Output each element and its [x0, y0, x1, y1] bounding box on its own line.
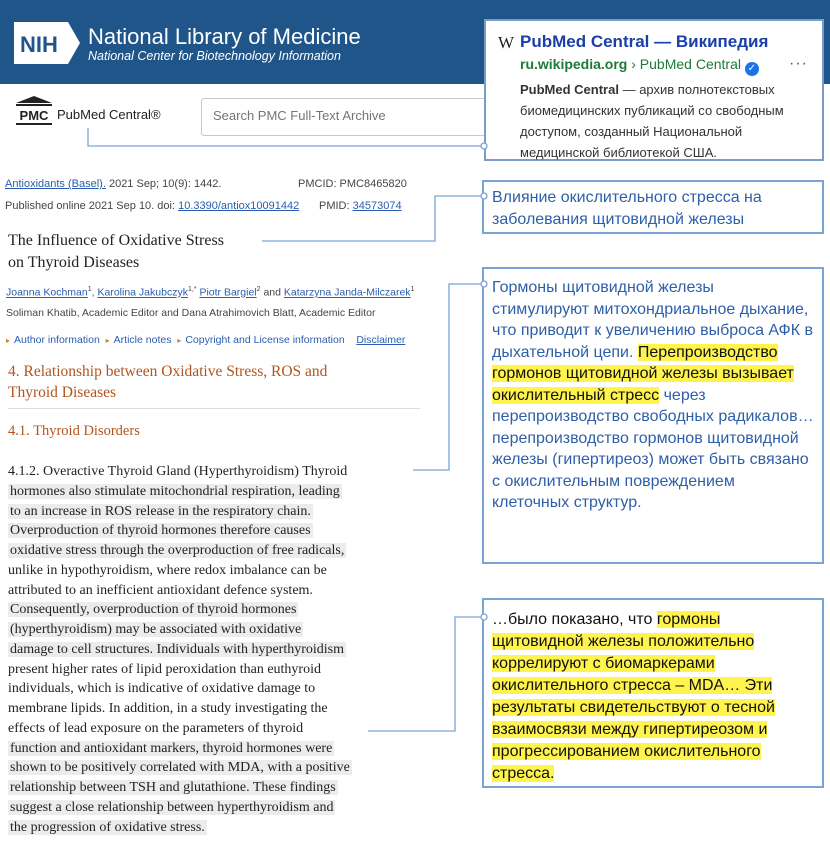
article-title-line: The Influence of Oxidative Stress: [8, 232, 224, 249]
wiki-desc-text: — архив полнотекстовых биомедицинских публикаций со свободным доступом, созданный Национальной медицинской библиотекой США.: [520, 82, 784, 160]
body-line: suggest a close relationship between hyperthyroidism and: [10, 799, 334, 815]
citation-line: [5, 178, 221, 190]
article-title-line: on Thyroid Diseases: [8, 254, 140, 271]
disclaimer-link[interactable]: Disclaimer: [356, 334, 406, 346]
article-title: [8, 230, 224, 274]
note-text: через перепроизводство свободных радикалов… перепроизводство гормонов щитовидной железы (гипертиреоз) может быть связано с окислительным повреждением клеточных структур.: [492, 386, 814, 511]
body-line: damage to cell structures. Individuals with hyperthyroidism: [10, 641, 344, 657]
triangle-icon: ▸: [177, 336, 182, 345]
body-line: relationship between TSH and glutathione. These findings: [10, 780, 336, 795]
section-title-line: Thyroid Diseases: [8, 384, 117, 401]
note-highlight: гормоны щитовидной железы положительно коррелируют с биомаркерами окислительного стресса – MDA… Эти результаты свидетельствуют о тесной взаимосвязи между гипертиреозом и прогрессированием окислительного стресса.: [492, 611, 775, 782]
body-line: unlike in hypothyroidism, where redox imbalance can be: [8, 562, 327, 578]
body-line: hormones also stimulate mitochondrial respiration, leading: [10, 483, 340, 499]
body-line: Consequently, overproduction of thyroid hormones: [10, 602, 297, 618]
wiki-url[interactable]: [520, 56, 759, 76]
verified-check-icon: ✓: [745, 62, 759, 76]
body-line: Overproduction of thyroid hormones therefore causes: [10, 523, 311, 539]
wiki-url-domain: ru.wikipedia.org: [520, 56, 628, 72]
note-highlight: Перепроизводство гормонов щитовидной железы вызывает окислительный стресс: [492, 343, 794, 404]
pmc-name[interactable]: PubMed Central®: [57, 107, 161, 122]
divider: [8, 408, 420, 409]
body-line: membrane lipids. In addition, in a study investigating the: [8, 701, 328, 716]
triangle-icon: ▸: [105, 336, 110, 345]
author-info-link[interactable]: Author information: [14, 334, 100, 346]
author-affil: 1,*: [187, 286, 197, 293]
nih-logo-icon[interactable]: [14, 22, 80, 64]
section-title: [8, 361, 408, 403]
note-text: …было показано, что: [492, 611, 657, 628]
svg-text:PMC: PMC: [19, 108, 49, 123]
note-box-title: [482, 180, 824, 234]
editors-line: Soliman Khatib, Academic Editor and Dana Atrahimovich Blatt, Academic Editor: [6, 307, 376, 319]
published-text: Published online 2021 Sep 10. doi:: [5, 200, 176, 212]
section-title-line: 4. Relationship between Oxidative Stress, ROS and: [8, 363, 328, 380]
author-affil: 1: [87, 286, 92, 293]
note-box-mda: [482, 598, 824, 788]
pmcid: PMCID: PMC8465820: [298, 178, 407, 190]
svg-text:NIH: NIH: [20, 32, 58, 57]
author-link[interactable]: Katarzyna Janda-Milczarek: [283, 286, 411, 299]
body-line: to an increase in ROS release in the respiratory chain.: [10, 503, 311, 519]
body-line: attributed to an inefficient antioxidant defence system.: [8, 582, 313, 598]
and-text: and: [263, 286, 281, 299]
nlm-subtitle: National Center for Biotechnology Information: [88, 49, 341, 63]
author-affil: 2: [256, 286, 261, 293]
author-link[interactable]: Karolina Jakubczyk: [97, 286, 188, 299]
journal-link[interactable]: Antioxidants (Basel).: [5, 178, 106, 190]
pmc-logo-icon[interactable]: [14, 96, 54, 128]
article-notes-link[interactable]: Article notes: [113, 334, 172, 346]
pmid-link[interactable]: 34573074: [352, 200, 402, 212]
body-line: present higher rates of lipid peroxidation than euthyroid: [8, 661, 321, 677]
subsection-title: 4.1. Thyroid Disorders: [8, 423, 140, 439]
body-line: effects of lead exposure on the parameters of thyroid: [8, 720, 304, 736]
body-line: shown to be positively correlated with MDA, with a positive: [10, 760, 350, 776]
body-line: (hyperthyroidism) may be associated with oxidative: [10, 622, 302, 637]
body-line: 4.1.2. Overactive Thyroid Gland (Hyperthyroidism) Thyroid: [8, 464, 348, 479]
citation-date: 2021 Sep; 10(9): 1442.: [108, 178, 222, 190]
body-line: function and antioxidant markers, thyroid hormones were: [10, 740, 333, 756]
more-options-icon[interactable]: ···: [789, 55, 808, 72]
triangle-icon: ▸: [6, 336, 11, 345]
wiki-desc-bold: PubMed Central: [520, 82, 619, 97]
body-line: oxidative stress through the overproduction of free radicals,: [10, 543, 345, 558]
copyright-link[interactable]: Copyright and License information: [185, 334, 345, 346]
body-text: [8, 462, 352, 837]
wikipedia-card[interactable]: [484, 19, 824, 161]
author-affil: 1: [410, 286, 415, 293]
article-links: [6, 334, 405, 346]
published-line: [5, 200, 299, 212]
search-box[interactable]: [201, 98, 513, 136]
wiki-description: [520, 79, 816, 163]
pmid-label: PMID:: [319, 200, 350, 212]
pmid-line: [319, 200, 402, 212]
note-text: Гормоны щитовидной железы стимулируют митохондриальное дыхание, что приводит к увеличению выброса АФК в дыхательной цепи.: [492, 279, 813, 361]
nlm-title[interactable]: National Library of Medicine: [88, 24, 361, 49]
author-list: Joanna Kochman$^1$, Karolina Jakubczyk$^{1,*}$ Piotr Bargiel$^2$ and Katarzyna Janda-Milczarek$^1$: [6, 286, 415, 299]
search-input[interactable]: [211, 107, 495, 124]
body-line: individuals, which is indicative of oxidative damage to: [8, 681, 316, 697]
author-link[interactable]: Piotr Bargiel: [199, 286, 257, 299]
note-box-respiration: [482, 267, 824, 564]
note-text: Влияние окислительного стресса на заболевания щитовидной железы: [492, 189, 762, 228]
body-line: the progression of oxidative stress.: [10, 819, 205, 835]
wikipedia-icon: W: [498, 33, 515, 52]
wiki-title-link[interactable]: PubMed Central — Википедия: [520, 32, 769, 51]
doi-link[interactable]: 10.3390/antiox10091442: [178, 200, 300, 212]
wiki-url-path: › PubMed Central: [631, 56, 741, 72]
author-link[interactable]: Joanna Kochman: [6, 286, 88, 299]
